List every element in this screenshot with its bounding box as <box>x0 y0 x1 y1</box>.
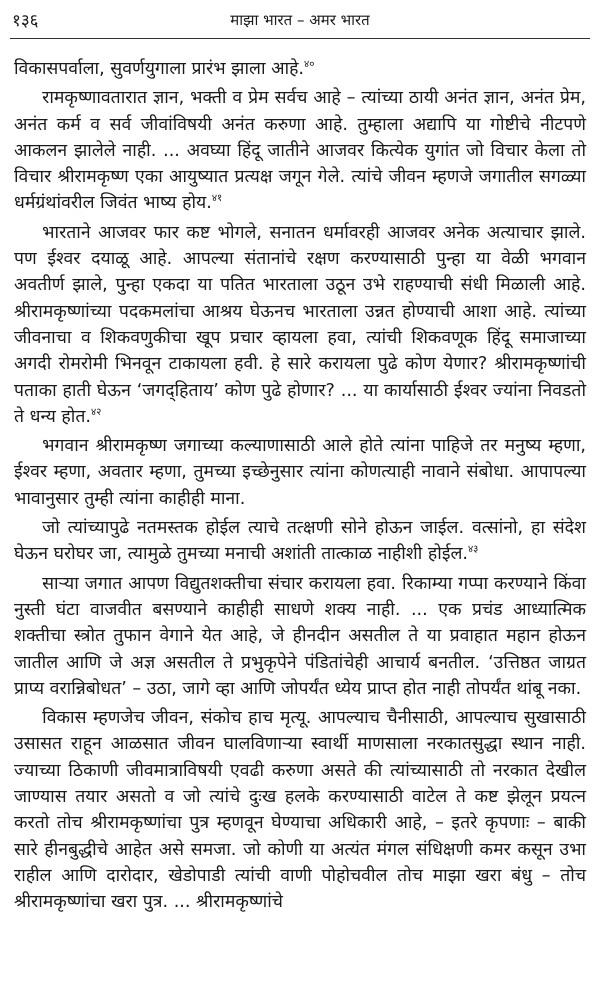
paragraph: भगवान श्रीरामकृष्ण जगाच्या कल्याणासाठी आले होते त्यांना पाहिजे तर मनुष्य म्हणा, ईश्वर म्हणा, अवतार म्हणा, तुमच्या इच्छेनुसार त्यांना कोणत्याही नावाने संबोधा. आपापल्या भावानुसार तुम्ही त्यांना काहीही माना. <box>14 436 586 509</box>
page-header <box>0 0 600 44</box>
header-rule <box>10 38 590 39</box>
paragraph: विकास म्हणजेच जीवन, संकोच हाच मृत्यू. आपल्याच चैनीसाठी, आपल्याच सुखासाठी उसासत राहून आळसात जीवन घालविणाऱ्या स्वार्थी माणसाला नरकातसुद्धा स्थान नाही. ज्याच्या ठिकाणी जीवमात्राविषयी एवढी करुणा असते की त्यांच्यासाठी तो नरकात देखील जाण्यास तयार असतो व जो त्यांचे दुःख हलके करण्यासाठी वाटेल ते कष्ट झेलून प्रयत्न करतो तोच श्रीरामकृष्णांचा पुत्र म्हणवून घेण्याचा अधिकारी आहे, – इतरे कृपणाः – बाकी सारे हीनबुद्धीचे आहेत असे समजा. जो कोणी या अत्यंत मंगल संधिक्षणी कमर कसून उभा राहील आणि दारोदार, खेडोपाडी त्यांची वाणी पोहोचवील तोच माझा खरा बंधु – तोच श्रीरामकृष्णांचा खरा पुत्र. ... श्रीरामकृष्णांचे <box>14 708 586 913</box>
paragraph: विकासपर्वाला, सुवर्णयुगाला प्रारंभ झाला आहे.$^{४०}$ <box>14 59 315 79</box>
body-text <box>14 56 586 916</box>
footnote-ref: ४२ <box>90 407 102 418</box>
paragraph: साऱ्या जगात आपण विद्युतशक्तीचा संचार करायला हवा. रिकाम्या गप्पा करण्याने किंवा नुस्ती घंटा वाजवीत बसण्याने काहीही साधणे शक्य नाही. ... एक प्रचंड आध्यात्मिक शक्तीचा स्त्रोत तुफान वेगाने येत आहे, जे हीनदीन असतील ते या प्रवाहात महान होऊन जातील आणि जे अज्ञ असतील ते प्रभुकृपेने पंडितांचेही आचार्य बनतील. ‘उत्तिष्ठत जाग्रत प्राप्य वरान्निबोधत’ – उठा, जागे व्हा आणि जोपर्यंत ध्येय प्राप्त होत नाही तोपर्यंत थांबू नका. <box>14 573 586 699</box>
page-number: १३६ <box>12 11 39 31</box>
paragraph: भारताने आजवर फार कष्ट भोगले, सनातन धर्मावरही आजवर अनेक अत्याचार झाले. पण ईश्वर दयाळू आहे. आपल्या संतानांचे रक्षण करण्यासाठी पुन्हा या वेळी भगवान अवतीर्ण झाले, पुन्हा एकदा या पतित भारताला उठून उभे राहण्याची संधी मिळाली आहे. श्रीरामकृष्णांच्या पदकमलांचा आश्रय घेऊनच भारताला उन्नत होण्याची आशा आहे. त्यांच्या जीवनाचा व शिकवणुकीचा खूप प्रचार व्हायला हवा, त्यांची शिकवणूक हिंदू समाजाच्या अगदी रोमरोमी भिनवून टाकायला हवी. हे सारे करायला पुढे कोण येणार? श्रीरामकृष्णांची पताका हाती घेऊन ‘जगद्‌हिताय’ कोण पुढे होणार? ... या कार्यासाठी ईश्वर ज्यांना निवडतो ते धन्य होत.$^{४२}$ <box>14 222 586 427</box>
paragraph: जो त्यांच्यापुढे नतमस्तक होईल त्याचे तत्क्षणी सोने होऊन जाईल. वत्सांनो, हा संदेश घेऊन घरोघर जा, त्यामुळे तुमच्या मनाची अशांती तात्काळ नाहीशी होईल.$^{४३}$ <box>14 518 586 565</box>
paragraph: रामकृष्णावतारात ज्ञान, भक्ती व प्रेम सर्वच आहे – त्यांच्या ठायी अनंत ज्ञान, अनंत प्रेम, अनंत कर्म व सर्व जीवांविषयी अनंत करुणा आहे. तुम्हाला अद्यापि या गोष्टीचे नीटपणे आकलन झालेले नाही. ... अवघ्या हिंदू जातीने आजवर कित्येक युगांत जो विचार केला तो विचार श्रीरामकृष्ण एका आयुष्यात प्रत्यक्ष जगून गेले. त्यांचे जीवन म्हणजे जगातील सगळ्या धर्मग्रंथांवरील जिवंत भाष्य होय.$^{४१}$ <box>14 88 586 214</box>
running-title: माझा भारत – अमर भारत <box>230 11 370 29</box>
footnote-ref: ४१ <box>211 193 223 205</box>
footnote-ref: ४३ <box>467 544 479 556</box>
footnote-ref: ४० <box>304 59 315 71</box>
